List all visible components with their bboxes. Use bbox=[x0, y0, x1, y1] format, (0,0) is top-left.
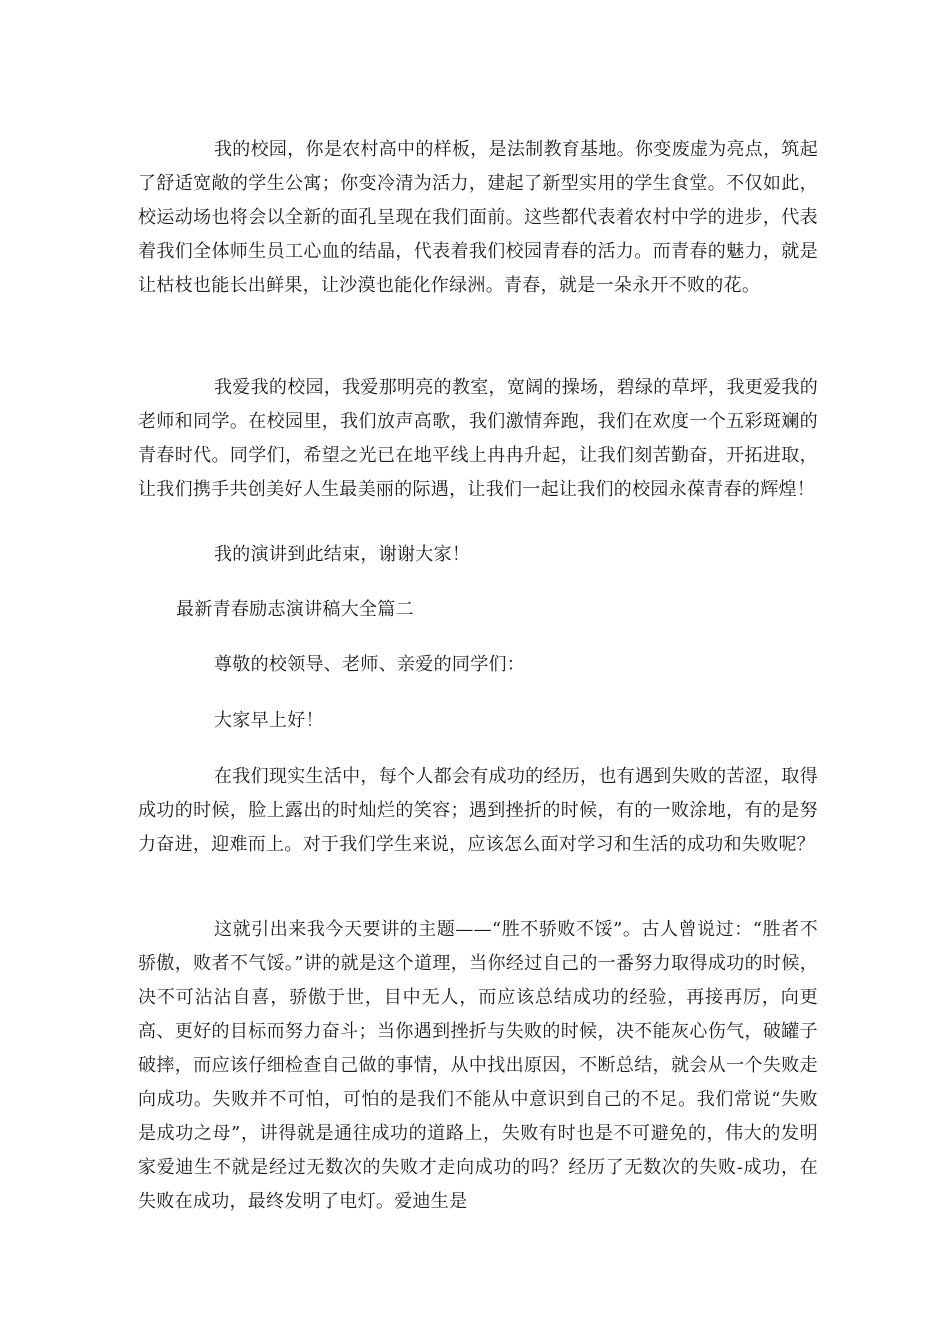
paragraph-success-failure: 在我们现实生活中，每个人都会有成功的经历，也有遇到失败的苦涩，取得成功的时候，脸上露出的时灿烂的笑容；遇到挫折的时候，有的一败涂地，有的是努力奋进，迎难而上。对于我们学生来说，应该怎么面对学习和生活的成功和失败呢？ bbox=[138, 766, 818, 855]
morning-greeting: 大家早上好！ bbox=[214, 710, 324, 731]
greeting-line: 尊敬的校领导、老师、亲爱的同学们： bbox=[214, 654, 526, 675]
paragraph-closing: 我的演讲到此结束，谢谢大家！ bbox=[214, 544, 471, 565]
paragraph-love-campus: 我爱我的校园，我爱那明亮的教室，宽阔的操场，碧绿的草坪，我更爱我的老师和同学。在校园里，我们放声高歌，我们激情奔跑，我们在欢度一个五彩斑斓的青春时代。同学们，希望之光已在地平线上冉冉升起，让我们刻苦勤奋，开拓进取，让我们携手共创美好人生最美丽的际遇，让我们一起让我们的校园永葆青春的辉煌！ bbox=[138, 377, 818, 500]
paragraph-main-theme: 这就引出来我今天要讲的主题——“胜不骄败不馁”。古人曾说过：“胜者不骄傲，败者不气馁。”讲的就是这个道理，当你经过自己的一番努力取得成功的时候，决不可沾沾自喜，骄傲于世，目中无人，而应该总结成功的经验，再接再厉，向更高、更好的目标而努力奋斗；当你遇到挫折与失败的时候，决不能灰心伤气，破罐子破摔，而应该仔细检查自己做的事情，从中找出原因，不断总结，就会从一个失败走向成功。失败并不可怕，可怕的是我们不能从中意识到自己的不足。我们常说“失败是成功之母”，讲得就是通往成功的道路上，失败有时也是不可避免的，伟大的发明家爱迪生不就是经过无数次的失败才走向成功的吗？经历了无数次的失败-成功，在失败在成功，最终发明了电灯。爱迪生是 bbox=[138, 919, 818, 1212]
paragraph-campus-model: 我的校园，你是农村高中的样板，是法制教育基地。你变废虚为亮点，筑起了舒适宽敞的学生公寓；你变冷清为活力，建起了新型实用的学生食堂。不仅如此，校运动场也将会以全新的面孔呈现在我们面前。这些都代表着农村中学的进步，代表着我们全体师生员工心血的结晶，代表着我们校园青春的活力。而青春的魅力，就是让枯枝也能长出鲜果，让沙漠也能化作绿洲。青春，就是一朵永开不败的花。 bbox=[138, 139, 818, 296]
section-title: 最新青春励志演讲稿大全篇二 bbox=[176, 599, 414, 620]
